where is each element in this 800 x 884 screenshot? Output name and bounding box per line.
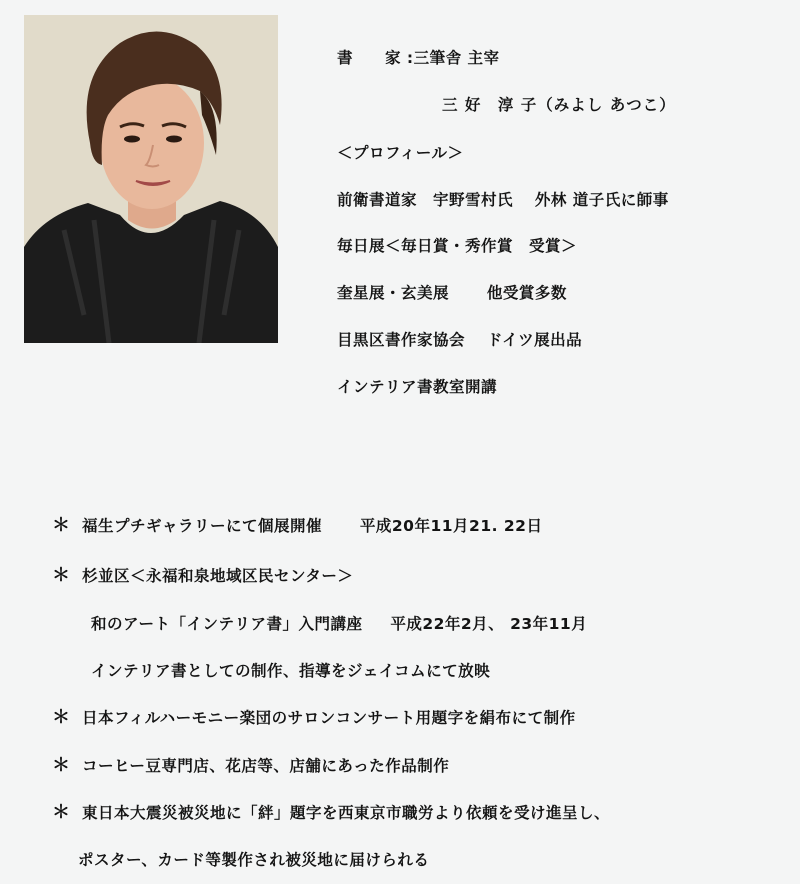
artist-name: 三 好 淳 子（みよし あつこ） <box>442 96 676 114</box>
activity-item: 杉並区＜永福和泉地域区民センター＞ <box>82 567 354 585</box>
profile-line: 目黒区書作家協会 ドイツ展出品 <box>337 331 583 349</box>
profile-heading: ＜プロフィール＞ <box>337 144 464 162</box>
profile-line: インテリア書教室開講 <box>337 378 498 396</box>
profile-line: 奎星展・玄美展 他受賞多数 <box>337 284 567 302</box>
activity-subitem: 和のアート「インテリア書」入門講座 平成22年2月、 23年11月 <box>91 615 588 633</box>
title-line: 書 家 :三筆舎 主宰 <box>337 49 500 67</box>
bullet-asterisk-icon: ＊ <box>52 515 70 536</box>
activity-item: 福生プチギャラリーにて個展開催 平成20年11月21. 22日 <box>82 517 543 535</box>
bullet-asterisk-icon: ＊ <box>52 565 70 586</box>
portrait-illustration <box>24 15 278 343</box>
portrait-photo <box>24 15 278 343</box>
activity-item: コーヒー豆専門店、花店等、店舗にあった作品制作 <box>82 757 450 775</box>
activity-item: 日本フィルハーモニー楽団のサロンコンサート用題字を絹布にて制作 <box>82 709 576 727</box>
activity-item: 東日本大震災被災地に「絆」題字を西東京市職労より依頼を受け進呈し、 <box>82 804 611 822</box>
bullet-asterisk-icon: ＊ <box>52 755 70 776</box>
profile-line: 毎日展＜毎日賞・秀作賞 受賞＞ <box>337 237 578 255</box>
activity-subitem: インテリア書としての制作、指導をジェイコムにて放映 <box>91 662 491 680</box>
profile-line: 前衛書道家 宇野雪村氏 外林 道子氏に師事 <box>337 191 669 209</box>
bullet-asterisk-icon: ＊ <box>52 802 70 823</box>
activity-subitem: ポスター、カード等製作され被災地に届けられる <box>78 851 430 869</box>
bullet-asterisk-icon: ＊ <box>52 707 70 728</box>
